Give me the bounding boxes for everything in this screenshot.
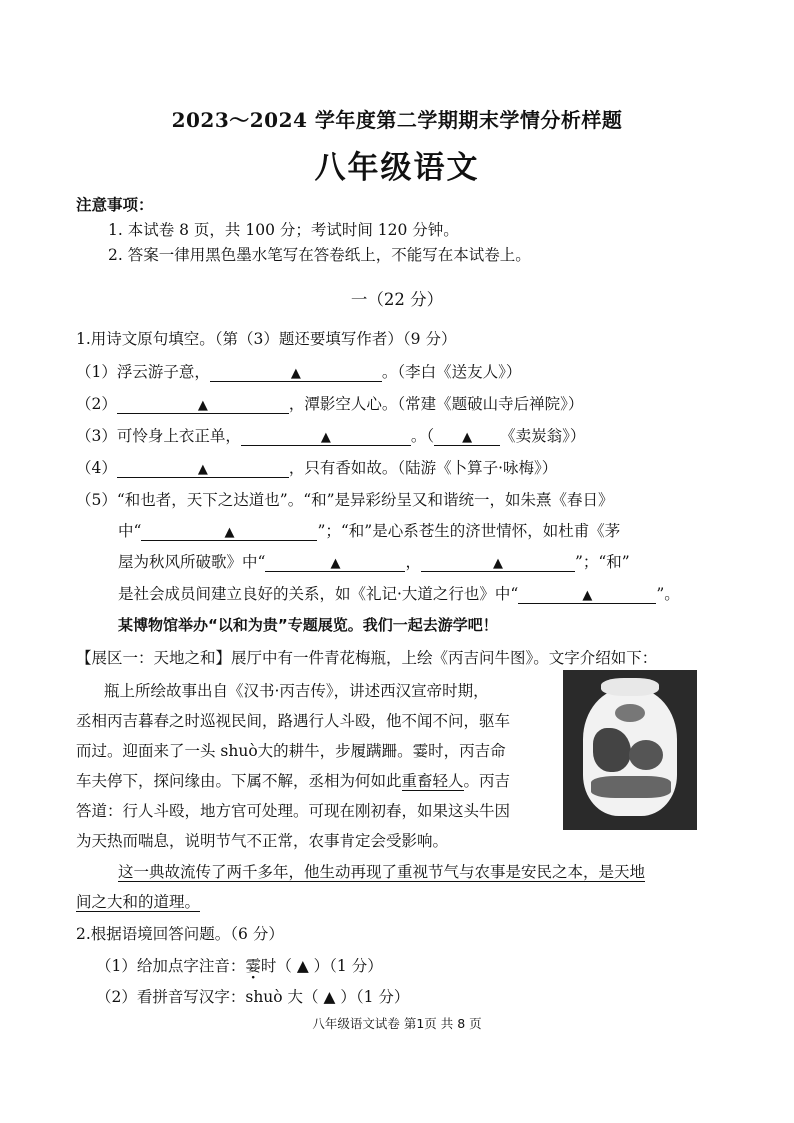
conclusion-underlined-2: 间之大和的道理。: [76, 893, 201, 911]
conclusion-line1: [118, 860, 645, 882]
exam-subtitle: 八年级语文: [314, 150, 480, 186]
exam-title: 2023～2024 学年度第二学期期末学情分析样题: [171, 108, 623, 132]
q1-part5-l2-prefix: 中“: [118, 522, 142, 540]
q1-part5-line1: （5）“和也者，天下之达道也”。“和”是异彩纷呈又和谐统一，如朱熹《春日》: [76, 491, 614, 509]
exhibit-para-line2: 丞相丙吉暮春之时巡视民间，路遇行人斗殴，他不闻不问，驱车: [76, 712, 511, 730]
triangle-marker-icon: ▲: [492, 556, 503, 571]
dotted-char: 霎: [245, 957, 261, 975]
vase-neck: [601, 678, 659, 696]
answer-blank[interactable]: [265, 554, 405, 572]
q1-part2-suffix: ，潭影空人心。（常建《题破山寺后禅院》）: [288, 395, 584, 413]
q1-part5-l3-prefix: 屋为秋风所破歌》中“: [118, 553, 266, 571]
triangle-marker-icon: ▲: [330, 556, 341, 571]
exhibit-para-line6: 为天热而喘息，说明节气不正常，农事肯定会受影响。: [76, 832, 449, 850]
triangle-marker-icon: ▲: [224, 525, 235, 540]
q1-part2: [76, 392, 583, 414]
vase-pattern: [591, 776, 671, 798]
q2-stem: 2.根据语境回答问题。（6 分）: [76, 925, 284, 943]
triangle-marker-icon: ▲: [582, 588, 593, 603]
q1-part5-line4: [118, 582, 680, 604]
q1-part5-l3-suffix: ”；“和”: [574, 553, 630, 571]
exhibit-para-line5: 答道：行人斗殴，地方官可处理。可现在刚初春，如果这头牛因: [76, 802, 511, 820]
triangle-marker-icon: ▲: [197, 398, 208, 413]
q2-sub1-suffix: 时（ ▲ ）（1 分）: [260, 957, 383, 975]
answer-blank[interactable]: [117, 460, 289, 478]
q1-part1: [76, 360, 521, 382]
exhibit-heading: 【展区一：天地之和】展厅中有一件青花梅瓶，上绘《丙吉问牛图》。文字介绍如下：: [76, 649, 658, 667]
q1-part3-mid: 。（: [410, 427, 435, 445]
exhibit-para-l4-prefix: 车夫停下，探问缘由。下属不解，丞相为何如此: [76, 772, 402, 790]
triangle-marker-icon: ▲: [197, 462, 208, 477]
answer-blank[interactable]: [241, 428, 411, 446]
q1-part1-suffix: 。（李白《送友人》）: [381, 363, 522, 381]
q1-part5-l2-suffix: ”；“和”是心系苍生的济世情怀，如杜甫《茅: [317, 522, 621, 540]
vase-pattern: [615, 704, 645, 722]
triangle-marker-icon: ▲: [462, 430, 473, 445]
q1-part5-line3: [118, 550, 630, 572]
q2-sub2: （2）看拼音写汉字：shuò 大（ ▲ ）（1 分）: [96, 988, 410, 1006]
conclusion-line2: [76, 890, 200, 912]
exhibit-para-line1: 瓶上所绘故事出自《汉书·丙吉传》，讲述西汉宣帝时期，: [104, 682, 489, 700]
triangle-marker-icon: ▲: [320, 430, 331, 445]
q1-part2-prefix: （2）: [76, 395, 117, 413]
q1-part3: [76, 424, 585, 446]
answer-blank[interactable]: [518, 586, 656, 604]
q1-part4: [76, 456, 557, 478]
q1-part5-line2: [118, 519, 620, 541]
author-blank[interactable]: [434, 428, 500, 446]
answer-blank[interactable]: [117, 396, 289, 414]
vase-pattern: [629, 740, 663, 770]
q1-stem: 1.用诗文原句填空。（第（3）题还要填写作者）（9 分）: [76, 330, 457, 348]
q1-part4-prefix: （4）: [76, 459, 117, 477]
answer-blank[interactable]: [421, 554, 575, 572]
exhibit-para-line3: 而过。迎面来了一头 shuò大的耕牛，步履蹒跚。霎时，丙吉命: [76, 742, 506, 760]
q1-part3-suffix: 《卖炭翁》）: [500, 427, 586, 445]
section-heading: 一（22 分）: [350, 290, 444, 309]
notice-item-1: 1. 本试卷 8 页，共 100 分；考试时间 120 分钟。: [108, 221, 459, 239]
q2-sub1: [96, 954, 383, 976]
museum-intro: 某博物馆举办“以和为贵”专题展览。我们一起去游学吧！: [118, 616, 498, 634]
notice-heading: 注意事项：: [76, 195, 154, 214]
q1-part5-l4-suffix: ”。: [656, 585, 680, 603]
q1-part3-prefix: （3）可怜身上衣正单，: [76, 427, 241, 445]
q1-part5-l4-prefix: 是社会成员间建立良好的关系，如《礼记·大道之行也》中“: [118, 585, 519, 603]
vase-pattern: [593, 728, 631, 772]
notice-item-2: 2. 答案一律用黑色墨水笔写在答卷纸上，不能写在本试卷上。: [108, 246, 531, 264]
q1-part4-suffix: ，只有香如故。（陆游《卜算子·咏梅》）: [288, 459, 558, 477]
page-footer: 八年级语文试卷 第1页 共 8 页: [312, 1016, 482, 1031]
conclusion-underlined-1: 这一典故流传了两千多年，他生动再现了重视节气与农事是安民之本，是天地: [118, 863, 646, 881]
answer-blank[interactable]: [141, 523, 317, 541]
q1-part1-prefix: （1）浮云游子意，: [76, 363, 210, 381]
vase-photo-icon: [563, 670, 697, 830]
answer-blank[interactable]: [210, 364, 382, 382]
triangle-marker-icon: ▲: [290, 366, 301, 381]
underlined-phrase: 重畜轻人: [401, 772, 464, 790]
exhibit-para-l4-suffix: 。丙吉: [463, 772, 511, 790]
exhibit-para-line4: [76, 769, 510, 791]
q1-part5-l3-mid: ，: [405, 553, 421, 571]
q2-sub1-prefix: （1）给加点字注音：: [96, 957, 246, 975]
